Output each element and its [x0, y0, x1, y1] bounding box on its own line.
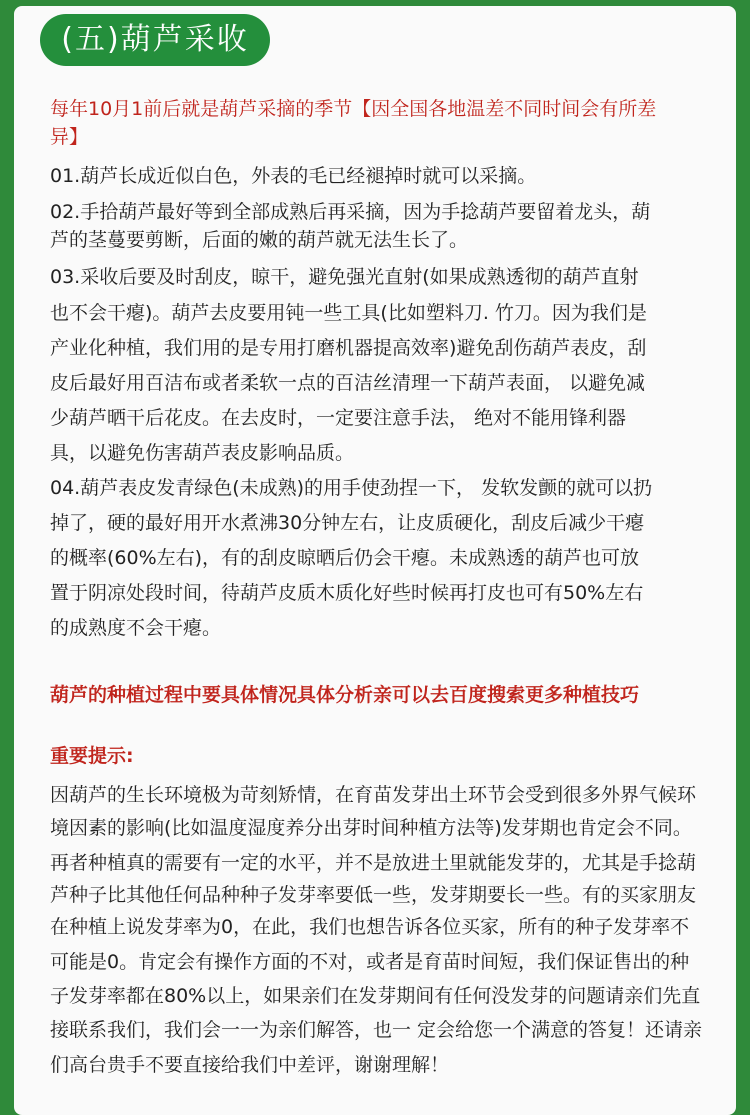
- step-2-line-1: 02.手拾葫芦最好等到全部成熟后再采摘，因为手捻葫芦要留着龙头，葫: [50, 201, 651, 223]
- notice-line-2: 境因素的影响(比如温度湿度养分出芽时间种植方法等)发芽期也肯定会不同。: [50, 817, 692, 839]
- step-3-line-3: 产业化种植，我们用的是专用打磨机器提高效率)避免刮伤葫芦表皮，刮: [50, 337, 647, 359]
- notice-heading: 重要提示:: [50, 745, 134, 767]
- step-4-line-1: 04.葫芦表皮发青绿色(未成熟)的用手使劲捏一下， 发软发颤的就可以扔: [50, 477, 653, 499]
- step-3-line-5: 少葫芦晒干后花皮。在去皮时，一定要注意手法， 绝对不能用锋利器: [50, 407, 627, 429]
- notice-line-7: 子发芽率都在80%以上，如果亲们在发芽期间有任何没发芽的问题请亲们先直: [50, 985, 701, 1007]
- intro-line-1: 每年10月1前后就是葫芦采摘的季节【因全国各地温差不同时间会有所差: [50, 98, 657, 120]
- step-2-line-2: 芦的茎蔓要剪断，后面的嫩的葫芦就无法生长了。: [50, 229, 469, 251]
- step-3-line-4: 皮后最好用百洁布或者柔软一点的百洁丝清理一下葫芦表面， 以避免减: [50, 372, 646, 394]
- notice-line-8: 接联系我们，我们会一一为亲们解答，也一 定会给您一个满意的答复！还请亲: [50, 1019, 703, 1041]
- notice-line-6: 可能是0。肯定会有操作方面的不对，或者是育苗时间短，我们保证售出的种: [50, 951, 690, 973]
- step-4-line-4: 置于阴凉处段时间，待葫芦皮质木质化好些时候再打皮也可有50%左右: [50, 582, 644, 604]
- step-3-line-2: 也不会干瘪)。葫芦去皮要用钝一些工具(比如塑料刀. 竹刀。因为我们是: [50, 302, 647, 324]
- step-3-line-6: 具，以避免伤害葫芦表皮影响品质。: [50, 442, 355, 464]
- notice-line-5: 在种植上说发芽率为0，在此，我们也想告诉各位买家，所有的种子发芽率不: [50, 916, 690, 938]
- notice-line-1: 因葫芦的生长环境极为苛刻矫情，在育苗发芽出土环节会受到很多外界气候环: [50, 784, 697, 806]
- step-3-line-1: 03.采收后要及时刮皮，晾干，避免强光直射(如果成熟透彻的葫芦直射: [50, 266, 639, 288]
- step-4-line-3: 的概率(60%左右)，有的刮皮晾晒后仍会干瘪。未成熟透的葫芦也可放: [50, 547, 640, 569]
- planting-tip: 葫芦的种植过程中要具体情况具体分析亲可以去百度搜索更多种植技巧: [50, 684, 640, 706]
- section-banner: (五)葫芦采收: [40, 14, 270, 66]
- notice-line-9: 们高台贵手不要直接给我们中差评，谢谢理解！: [50, 1054, 450, 1076]
- step-1-line-1: 01.葫芦长成近似白色，外表的毛已经褪掉时就可以采摘。: [50, 165, 537, 187]
- notice-line-4: 芦种子比其他任何品种种子发芽率要低一些，发芽期要长一些。有的买家朋友: [50, 884, 697, 906]
- intro-line-2: 异】: [50, 126, 89, 148]
- step-4-line-2: 掉了，硬的最好用开水煮沸30分钟左右，让皮质硬化，刮皮后减少干瘪: [50, 512, 645, 534]
- step-4-line-5: 的成熟度不会干瘪。: [50, 617, 222, 639]
- notice-line-3: 再者种植真的需要有一定的水平，并不是放进土里就能发芽的，尤其是手捻葫: [50, 852, 697, 874]
